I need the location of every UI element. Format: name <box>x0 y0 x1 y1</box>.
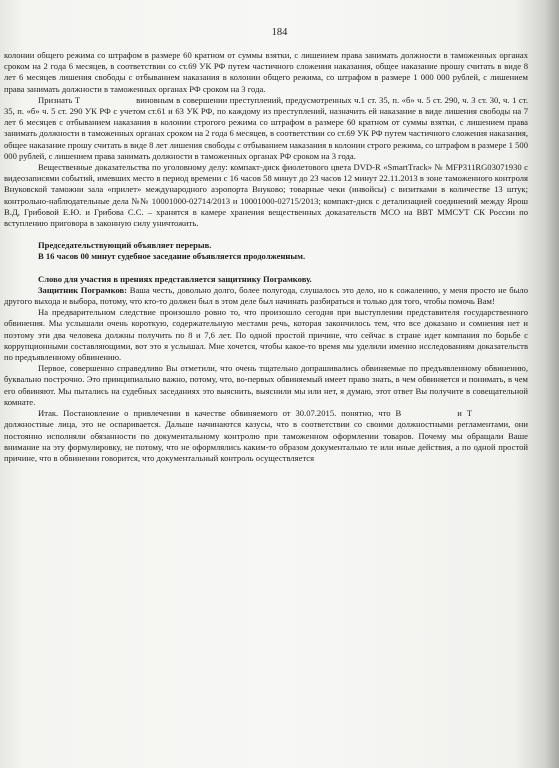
floor-to-defender: Слово для участия в прениях представляется защитнику Пограмкову. <box>38 273 312 284</box>
speech-text: Ваша честь, довольно долго, более полугода, слушалось это дело, но к сожалению, у меня просто не было другого выхода и выбора, потому, что кто-то должен был в этом деле был начинать разбираться и только для того, чтобы помочь Вам! <box>4 284 528 307</box>
paragraph-resolution <box>4 408 528 464</box>
page-number: 184 <box>271 27 288 38</box>
spacer <box>4 263 528 274</box>
resolution-rest: должностные лица, это не оспаривается. Дальше начинаются казусы, что в соответствии со своими должностными регламентами, они постоянно исполняли обязанности по документальному контролю при таможенном оформлении товаров. Почему мы обращали Ваше внимание на эту формулировку, не потому, что не оформлялись каким-то образом документально те или иные действия, а по одной простой причине, что в обвинении говорится, что документальный контроль осуществляется <box>4 419 528 463</box>
paragraph-sentence-v: колонии общего режима со штрафом в размере 60 кратном от суммы взятки, с лишением права занимать должности в таможенных органах сроком на 2 года 6 месяцев, в соответствии со ст.69 УК РФ путем частичного сложения наказания, общее наказание прошу считать в виде 8 лет 6 месяцев лишения свободы с отбыванием наказания в колонии общего режима, со штрафом в размере 1 000 000 рублей, с лишением права занимать должности в таможенных органах РФ сроком на 3 года. <box>4 50 528 94</box>
paragraph-evidence: Вещественные доказательства по уголовному делу: компакт-диск фиолетового цвета DVD-R «SmartTrack» № MFP311RG03071930 с видеозаписями событий, имевших место в период времени с 16 часов 58 минут до 23 часов 12 минут 22.11.2013 в зоне таможенного контроля Внуковской таможни зала «прилет» международного аэропорта Внуково; товарные чеки (инвойсы) с визитками в количестве 13 штук; контрольно-наблюдательные дела №№ 10001000-02714/2013 и 10001000-02715/2013; компакт-диск с детализацией соединений между Ярош В.Д, Грибовой Е.Ю. и Грибова С.С. – хранятся в камере хранения вещественных доказательств МСО на ВВТ ММСУТ СК России по вступлению приговора в законную силу уничтожить. <box>4 162 528 229</box>
paragraph-sentence-t <box>4 95 528 162</box>
document-body <box>4 50 528 464</box>
session-resumed: В 16 часов 00 минут судебное заседание объявляется продолженным. <box>38 251 306 262</box>
paragraph-first: Первое, совершенно справедливо Вы отметили, что очень тщательно допрашивались обвиняемые по предъявленному обвинению, буквально построчно. Это принципиально важно, потому, что, во-первых обвиняемый имеет право знать, в чем обвиняется и понимать, в чем его обвиняют. Мы пытались на судебных заседаниях это выяснить, выяснили мы или нет, я думаю, этот ответ Вы получите в совещательной комнате. <box>4 363 528 407</box>
recess-announcement: Председательствующий объявляет перерыв. <box>38 240 212 251</box>
speaker-label: Защитник Пограмков: <box>38 284 128 295</box>
spacer <box>4 229 528 240</box>
paragraph-investigation: На предварительном следствие произошло ровно то, что произошло сегодня при выступлении представителя государственного обвинения. Мы услышали очень короткую, содержательную местами речь, которая закончилось тем, что все доказано и сомнения нет и поэтому эти два человека должны получить по 8 и 7,6 лет. По одной простой причине, что сейчас в стране идет компания по борьбе с коррупционными составляющими, вот это я услышал. Мне хочется, чтобы какое-то время мы уделили именно исследованиям доказательств по предъявленному обвинению. <box>4 307 528 363</box>
page-edge-shadow <box>545 0 559 768</box>
resolution-start: Итак. Постановление о привлечении в качестве обвиняемого от 30.07.2015. понятно, что В <box>38 408 402 419</box>
sentence-t-start: Признать Т <box>38 94 81 105</box>
sentence-t-rest: виновным в совершении преступлений, предусмотренных ч.1 ст. 35, п. «б» ч. 5 ст. 290, ч. 3 ст. 30, ч. 1 ст. 35, п. «б» ч. 5 ст. 290 УК РФ с учетом ст.61 и 63 УК РФ, по каждому из преступлений, назначить ей наказание в виде лишения свободы на 7 лет 6 месяцев с отбыванием наказания в колонии строгого режима со штрафом в размере 60 кратном от суммы взятки, с лишением права занимать должности в таможенных органах сроком на 2 года 6 месяцев, в соответствии со ст.69 УК РФ путем частичного сложения наказания, общее наказание прошу считать в виде 8 лет лишения свободы с отбыванием наказания в колонии строго режима, со штрафом в размере 1 500 000 рублей, с лишением права занимать должности в таможенных органах РФ сроком на 3 года. <box>4 94 528 161</box>
defender-speech-start <box>4 285 528 307</box>
resolution-and: и Т <box>457 408 472 419</box>
